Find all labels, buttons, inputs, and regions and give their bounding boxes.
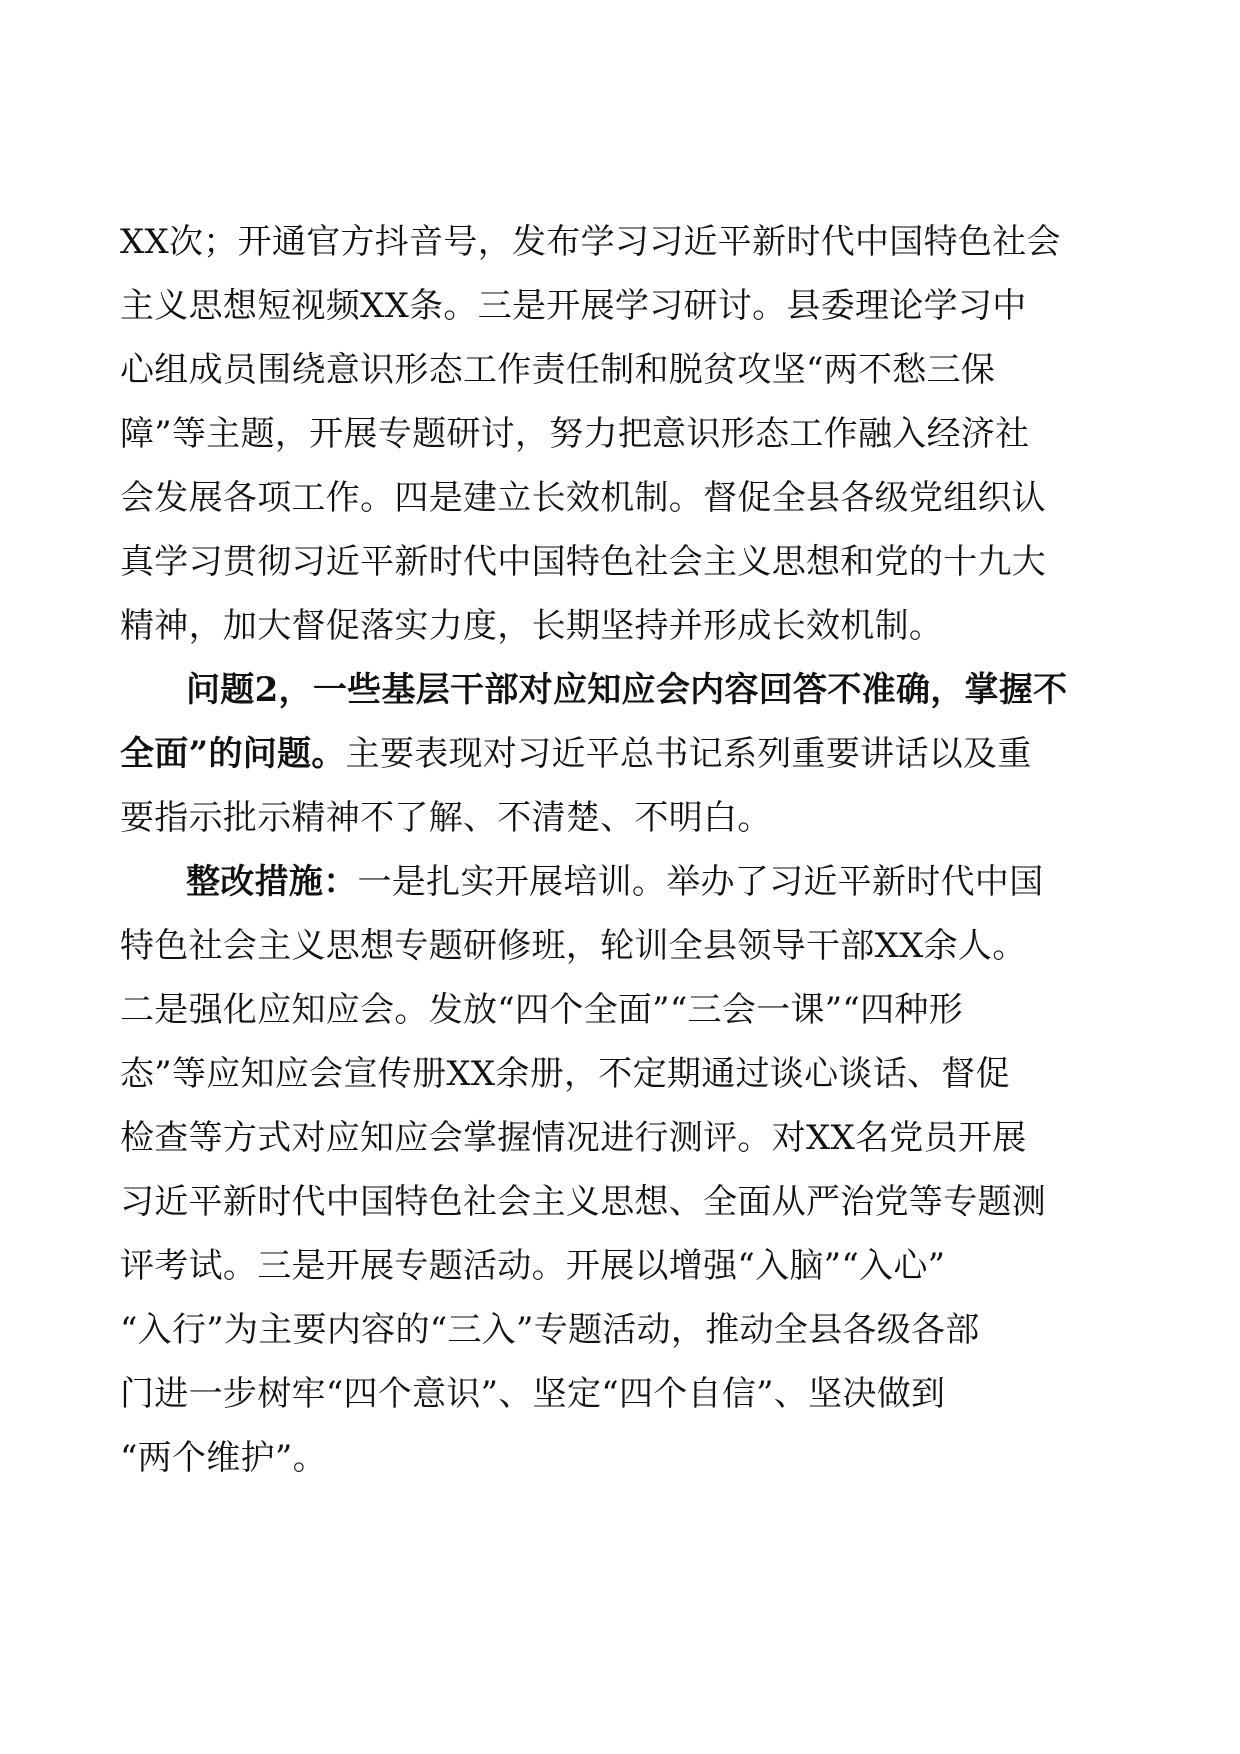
paragraph-line: 障”等主题，开展专题研讨，努力把意识形态工作融入经济社 [120,414,1030,454]
paragraph-line: 真学习贯彻习近平新时代中国特色社会主义思想和党的十九大 [120,542,1047,582]
paragraph-line: XX次；开通官方抖音号，发布学习习近平新时代中国特色社会 [120,222,1061,262]
document-body [120,210,1068,1490]
paragraph-line: 精神，加大督促落实力度，长期坚持并形成长效机制。 [120,606,944,646]
paragraph-3 [120,850,1050,1490]
paragraph-line: 特色社会主义思想专题研修班，轮训全县领导干部XX余人。 [120,926,1027,966]
paragraph-line: 主义思想短视频XX条。三是开展学习研讨。县委理论学习中 [120,286,1027,326]
paragraph-line: “两个维护”。 [120,1438,327,1478]
paragraph-line: “入行”为主要内容的“三入”专题活动，推动全县各级各部 [120,1310,980,1350]
paragraph-line [120,850,1050,914]
paragraph-line: 会发展各项工作。四是建立长效机制。督促全县各级党组织认 [120,478,1047,518]
paragraph-line [120,722,1050,786]
measures-heading: 整改措施： [186,862,358,902]
paragraph-line: 检查等方式对应知应会掌握情况进行测评。对XX名党员开展 [120,1118,1027,1158]
paragraph-line: 心组成员围绕意识形态工作责任制和脱贫攻坚“两不愁三保 [120,350,996,390]
issue-heading-tail: 全面”的问题。 [120,734,346,774]
issue-description: 主要表现对习近平总书记系列重要讲话以及重 [345,734,1032,774]
paragraph-line: 习近平新时代中国特色社会主义思想、全面从严治党等专题测 [120,1182,1047,1222]
paragraph-1 [120,210,1061,658]
paragraph-line: 门进一步树牢“四个意识”、坚定“四个自信”、坚决做到 [120,1374,946,1414]
measures-text: 一是扎实开展培训。举办了习近平新时代中国 [357,862,1044,902]
paragraph-line: 要指示批示精神不了解、不清楚、不明白。 [120,798,772,838]
paragraph-line: 态”等应知应会宣传册XX余册，不定期通过谈心谈话、督促 [120,1054,1010,1094]
issue-heading-line: 问题2，一些基层干部对应知应会内容回答不准确，掌握不 [186,670,1068,710]
paragraph-2 [120,658,1068,850]
paragraph-line: 二是强化应知应会。发放“四个全面”“三会一课”“四种形 [120,990,964,1030]
paragraph-line: 评考试。三是开展专题活动。开展以增强“入脑”“入心” [120,1246,946,1286]
